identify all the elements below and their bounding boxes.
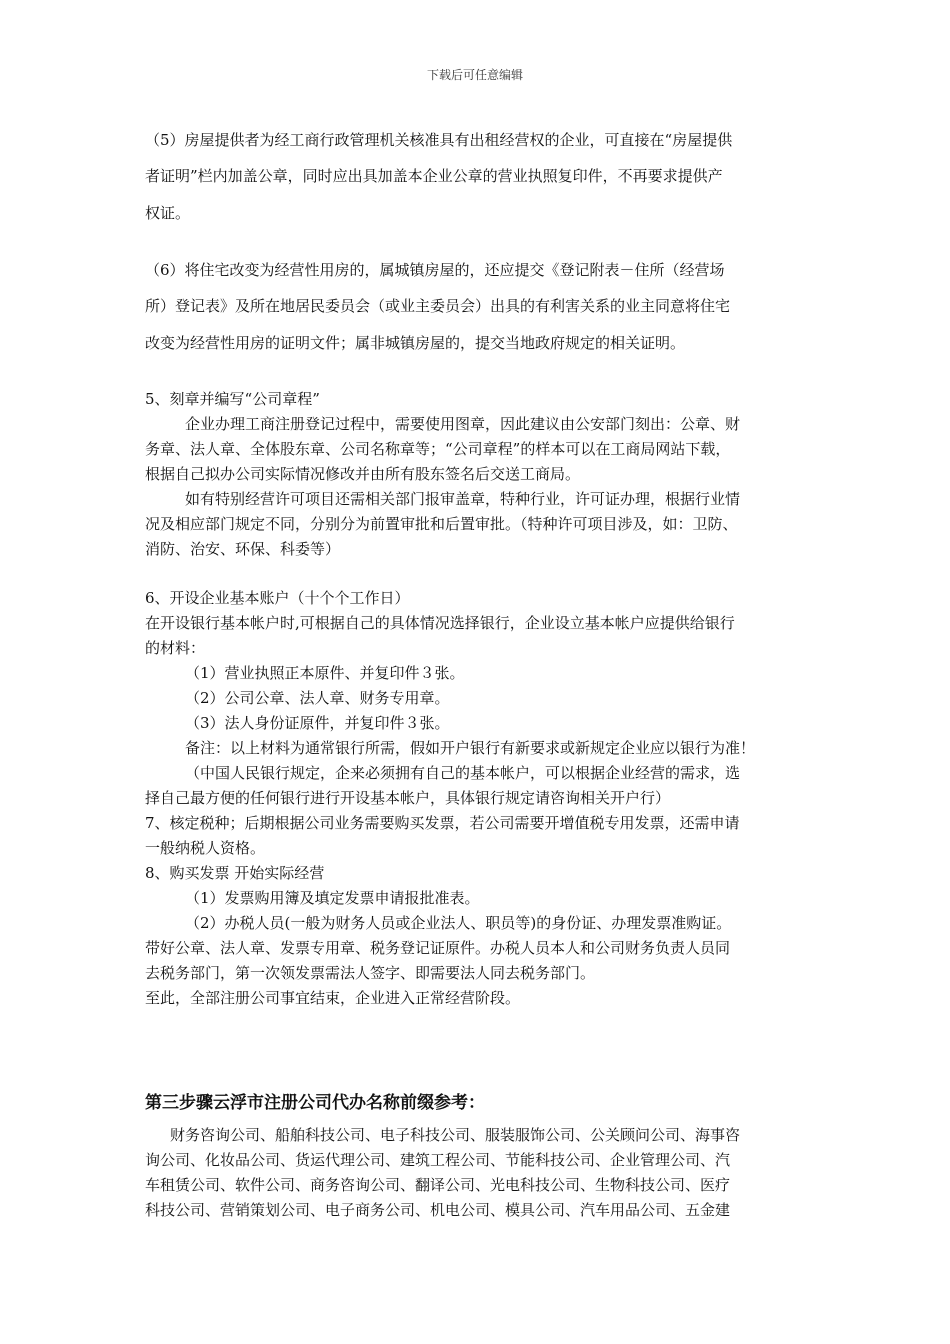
step5-line-1: 企业办理工商注册登记过程中，需要使用图章，因此建议由公安部门刻出：公章、财 — [185, 415, 741, 433]
step6-line-8: 择自己最方便的任何银行进行开设基本帐户，具体银行规定请咨询相关开户行） — [145, 789, 671, 807]
page-header: 下载后可任意编辑 — [426, 68, 523, 82]
section3-heading: 第三步骤云浮市注册公司代办名称前缀参考： — [145, 1093, 485, 1113]
section3-line-1: 财务咨询公司、船舶科技公司、电子科技公司、服装服饰公司、公关顾问公司、海事咨 — [170, 1126, 741, 1144]
item6-line-1: （6）将住宅改变为经营性用房的，属城镇房屋的，还应提交《登记附表－住所（经营场 — [145, 261, 725, 279]
section3-line-4: 科技公司、营销策划公司、电子商务公司、机电公司、模具公司、汽车用品公司、五金建 — [145, 1201, 731, 1219]
step5-line-3: 根据自己拟办公司实际情况修改并由所有股东签名后交送工商局。 — [145, 465, 581, 483]
step5-line-4: 如有特别经营许可项目还需相关部门报审盖章，特种行业，许可证办理，根据行业情 — [185, 490, 741, 508]
step8-line-4: 去税务部门，第一次领发票需法人签字、即需要法人同去税务部门。 — [145, 964, 596, 982]
step5-line-5: 况及相应部门规定不同，分别分为前置审批和后置审批。（特种许可项目涉及，如：卫防、 — [145, 515, 738, 533]
step8-line-3: 带好公章、法人章、发票专用章、税务登记证原件。办税人员本人和公司财务负责人员同 — [145, 939, 731, 957]
step6-line-7: （中国人民银行规定，企来必须拥有自己的基本帐户，可以根据企业经营的需求，选 — [185, 764, 741, 782]
item5-line-3: 权证。 — [145, 204, 191, 222]
step8-line-2: （2）办税人员(一般为财务人员或企业法人、职员等)的身份证、办理发票准购证。 — [185, 914, 732, 932]
item5-line-2: 者证明”栏内加盖公章，同时应出具加盖本企业公章的营业执照复印件，不再要求提供产 — [145, 167, 723, 185]
item6-line-3: 改变为经营性用房的证明文件；属非城镇房屋的，提交当地政府规定的相关证明。 — [145, 334, 686, 352]
step6-line-4: （2）公司公章、法人章、财务专用章。 — [185, 689, 450, 707]
step6-line-2: 的材料： — [145, 639, 206, 657]
item5-line-1: （5）房屋提供者为经工商行政管理机关核准具有出租经营权的企业，可直接在“房屋提供 — [145, 131, 733, 149]
step7-line-2: 一般纳税人资格。 — [145, 839, 266, 857]
step5-line-6: 消防、治安、环保、科委等） — [145, 540, 341, 558]
step6-line-5: （3）法人身份证原件，并复印件３张。 — [185, 714, 450, 732]
step8-title: 8、购买发票 开始实际经营 — [145, 864, 325, 882]
step8-line-5: 至此，全部注册公司事宜结束，企业进入正常经营阶段。 — [145, 989, 521, 1007]
section3-line-2: 询公司、化妆品公司、货运代理公司、建筑工程公司、节能科技公司、企业管理公司、汽 — [145, 1151, 731, 1169]
section3-line-3: 车租赁公司、软件公司、商务咨询公司、翻译公司、光电科技公司、生物科技公司、医疗 — [145, 1176, 731, 1194]
step6-line-3: （1）营业执照正本原件、并复印件３张。 — [185, 664, 465, 682]
step8-line-1: （1）发票购用簿及填定发票申请报批准表。 — [185, 889, 480, 907]
step7-line-1: 7、核定税种；后期根据公司业务需要购买发票，若公司需要开增值税专用发票，还需申请 — [145, 814, 740, 832]
step6-line-1: 在开设银行基本帐户时,可根据自己的具体情况选择银行，企业设立基本帐户应提供给银行 — [145, 614, 735, 632]
step5-line-2: 务章、法人章、全体股东章、公司名称章等；“公司章程”的样本可以在工商局网站下载， — [145, 440, 731, 458]
step6-title: 6、开设企业基本账户（十个个工作日） — [145, 589, 410, 607]
item6-line-2: 所）登记表》及所在地居民委员会（或业主委员会）出具的有利害关系的业主同意将住宅 — [145, 297, 731, 315]
step6-line-6: 备注：以上材料为通常银行所需，假如开户银行有新要求或新规定企业应以银行为准！ — [185, 739, 756, 757]
step5-title: 5、刻章并编写“公司章程” — [145, 390, 320, 408]
